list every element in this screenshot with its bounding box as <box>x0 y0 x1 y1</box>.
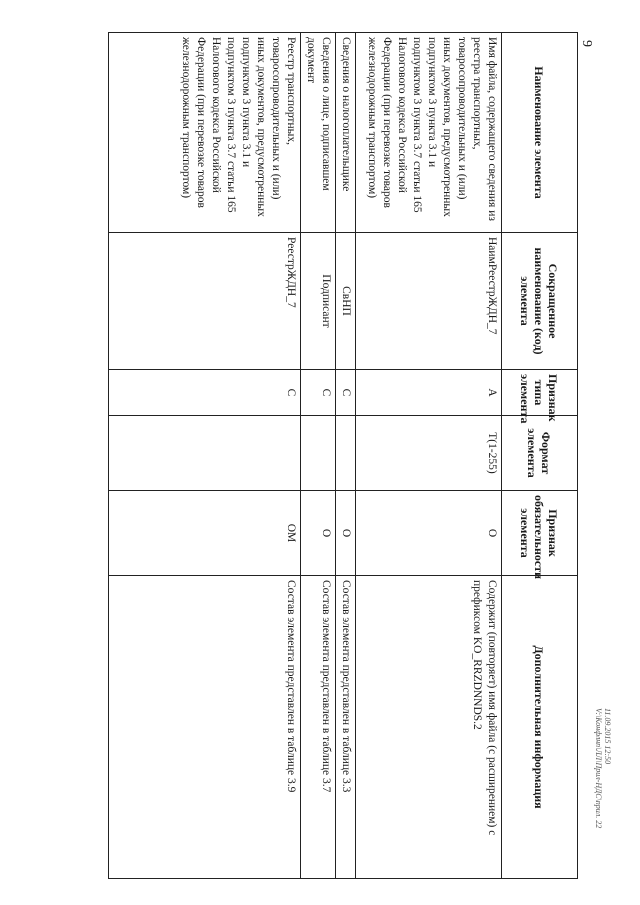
header-element-required: Признак обязательности элемента <box>502 491 578 576</box>
cell-type: С <box>109 370 301 416</box>
cell-code: СвНП <box>336 233 356 370</box>
cell-type: С <box>336 370 356 416</box>
cell-info: Состав элемента представлен в таблице 3.7 <box>301 576 336 879</box>
cell-type: А <box>356 370 502 416</box>
file-stamp-footer <box>594 708 612 828</box>
cell-info: Состав элемента представлен в таблице 3.9 <box>109 576 301 879</box>
table-row <box>301 33 336 879</box>
cell-code: Подписант <box>301 233 336 370</box>
cell-required: О <box>301 491 336 576</box>
header-element-name: Наименование элемента <box>502 33 578 233</box>
cell-format <box>336 416 356 491</box>
cell-required: ОМ <box>109 491 301 576</box>
cell-format <box>301 416 336 491</box>
table-header-row <box>502 33 578 879</box>
cell-required: О <box>336 491 356 576</box>
cell-code: НаимРеестрЖДН_7 <box>356 233 502 370</box>
cell-name: Имя файла, содержащего сведения из реестра транспортных, товаросопроводительных и (или) иных документов, предусмотренных подпунктом 3 пункта 3.1 и подпунктом 3 пункта 3.7 статьи 165 Налогового кодекса Российской Федерации (при перевозке товаров железнодорожным транспортом) <box>356 33 502 233</box>
cell-name: Сведения о лице, подписавшем документ <box>301 33 336 233</box>
cell-info: Содержит (повторяет) имя файла (с расширением) с префиксом KO_RRZDNNDS.2 <box>356 576 502 879</box>
header-element-format: Формат элемента <box>502 416 578 491</box>
cell-name: Сведения о налогоплательщике <box>336 33 356 233</box>
table-row <box>336 33 356 879</box>
cell-code: РеестрЖДН_7 <box>109 233 301 370</box>
rotated-table-container <box>108 32 578 878</box>
header-additional-info: Дополнительная информация <box>502 576 578 879</box>
cell-type: С <box>301 370 336 416</box>
table-row <box>356 33 502 879</box>
table-row <box>109 33 301 879</box>
elements-table <box>108 32 578 879</box>
cell-required: О <box>356 491 502 576</box>
cell-format <box>109 416 301 491</box>
header-element-code: Сокращенное наименование (код) элемента <box>502 233 578 370</box>
cell-info: Состав элемента представлен в таблице 3.3 <box>336 576 356 879</box>
header-element-type: Признак типа элемента <box>502 370 578 416</box>
footer-file-path: V:\Конфлнп\ЛЛ\Прил-НДС\прил. 22 <box>594 708 603 829</box>
footer-timestamp: 11.09.2015 12:50 <box>603 708 612 765</box>
cell-name: Реестр транспортных, товаросопроводительных и (или) иных документов, предусмотренных подпунктом 3 пункта 3.1 и подпунктом 3 пункта 3.7 статьи 165 Налогового кодекса Российской Федерации (при перевозке товаров железнодорожным транспортом) <box>109 33 301 233</box>
cell-format: T(1-255) <box>356 416 502 491</box>
page-number: 9 <box>579 40 594 47</box>
